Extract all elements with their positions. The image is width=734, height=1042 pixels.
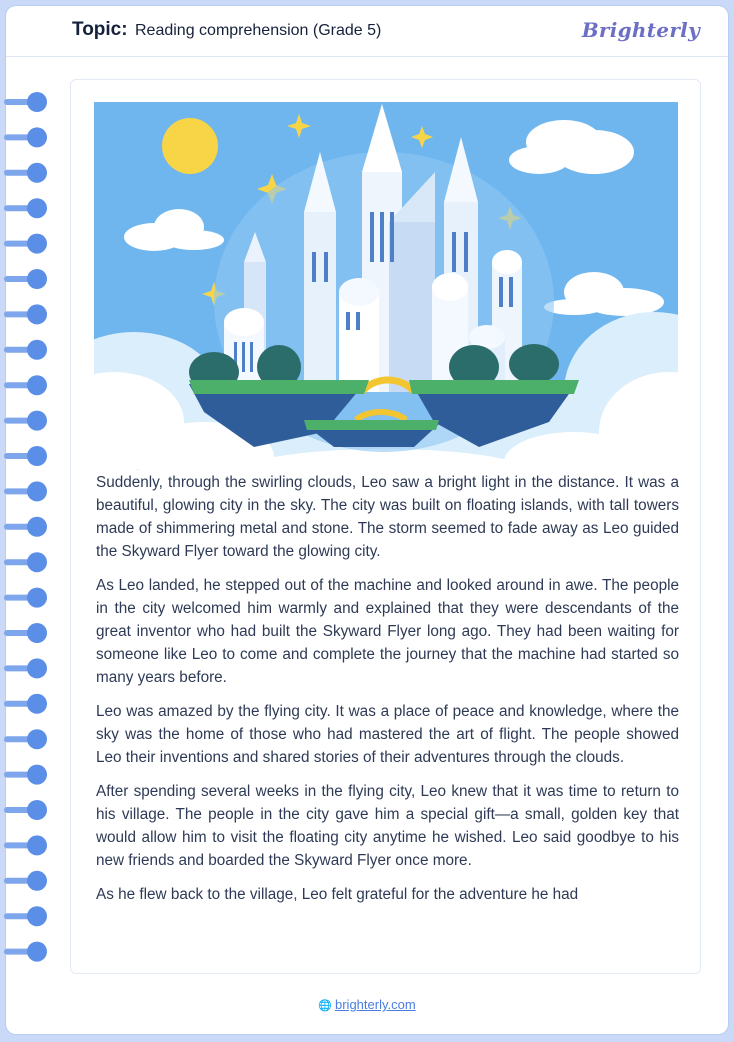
binding-hole: [27, 198, 47, 218]
worksheet-page: [6, 6, 728, 1034]
story-paragraph: Suddenly, through the swirling clouds, Leo saw a bright light in the distance. It was a beautiful, glowing city in the sky. The city was built on floating islands, with tall towers made of shimmering metal and stone. The storm seemed to fade away as Leo guided the Skyward Flyer toward the glowing city.: [96, 474, 679, 560]
binding-hole: [27, 765, 47, 785]
spiral-binding: [0, 0, 56, 1042]
page-footer: [0, 997, 734, 1012]
binding-hole: [27, 163, 47, 183]
binding-hole: [27, 411, 47, 431]
story-paragraph: As he flew back to the village, Leo felt grateful for the adventure he had: [96, 886, 579, 903]
binding-hole: [27, 694, 47, 714]
binding-hole: [27, 623, 47, 643]
brand-logo: Brighterly: [581, 18, 700, 42]
binding-hole: [27, 127, 47, 147]
binding-hole: [27, 517, 47, 537]
story-paragraph: Leo was amazed by the flying city. It was a place of peace and knowledge, where the sky was the home of those who had mastered the art of flight. The people showed Leo their inventions and shared stories of their adventures through the clouds.: [96, 703, 679, 766]
globe-icon: 🌐: [318, 1000, 332, 1012]
binding-hole: [27, 340, 47, 360]
binding-hole: [27, 481, 47, 501]
binding-hole: [27, 835, 47, 855]
binding-hole: [27, 800, 47, 820]
binding-hole: [27, 942, 47, 962]
binding-hole: [27, 729, 47, 749]
binding-hole: [27, 552, 47, 572]
sun-icon: [162, 118, 218, 174]
content-card: [70, 79, 701, 974]
binding-hole: [27, 92, 47, 112]
binding-hole: [27, 906, 47, 926]
story-paragraph: After spending several weeks in the flying city, Leo knew that it was time to return to his village. The people in the city gave him a special gift—a small, golden key that would allow him to visit the floating city anytime he wished. Leo said goodbye to his new friends and boarded the Skyward Flyer once more.: [96, 783, 679, 869]
binding-hole: [27, 375, 47, 395]
binding-hole: [27, 446, 47, 466]
story-paragraph: As Leo landed, he stepped out of the machine and looked around in awe. The people in the city welcomed him warmly and explained that they were descendants of the great inventor who had built the Skyward Flyer long ago. They had been waiting for someone like Leo to come and complete the journey that the machine had started so many years before.: [96, 577, 679, 686]
binding-hole: [27, 871, 47, 891]
binding-hole: [27, 269, 47, 289]
topic-label: Topic:: [72, 19, 128, 40]
topic-text: Reading comprehension (Grade 5): [135, 22, 382, 39]
brighterly-link[interactable]: brighterly.com: [335, 997, 416, 1012]
worksheet-header: [6, 6, 728, 57]
binding-hole: [27, 658, 47, 678]
story-text: [96, 471, 679, 917]
binding-hole: [27, 588, 47, 608]
floating-city-illustration: [94, 102, 678, 470]
binding-hole: [27, 304, 47, 324]
binding-hole: [27, 234, 47, 254]
